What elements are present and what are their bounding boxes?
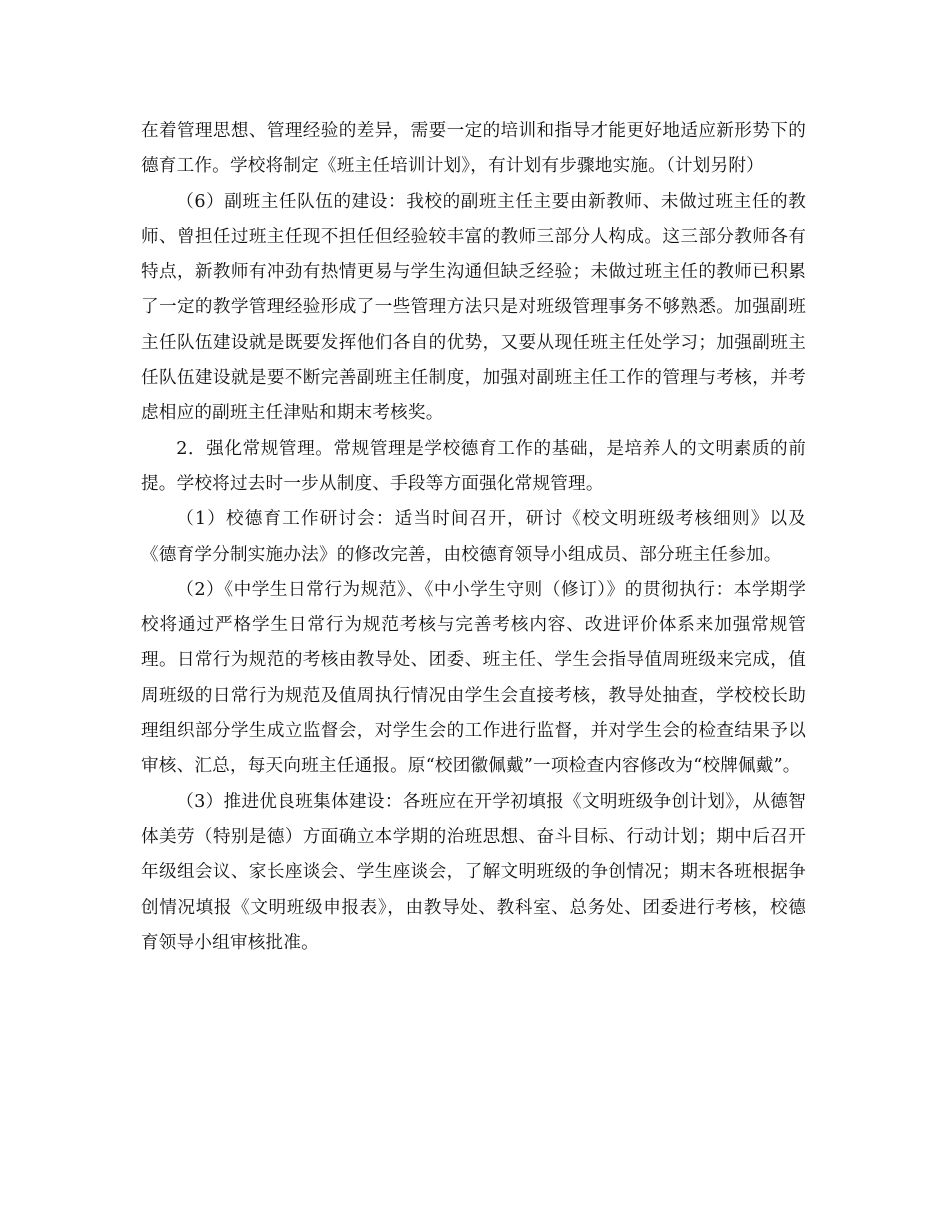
paragraph-5: （2）《中学生日常行为规范》、《中小学生守则（修订）》的贯彻执行：本学期学校将通过严格学生日常行为规范考核与完善考核内容、改进评价体系来加强常规管理。日常行为规范的考核由教导处、团委、班主任、学生会指导值周班级来完成，值周班级的日常行为规范及值周执行情况由学生会直接考核，教导处抽查，学校校长助理组织部分学生成立监督会，对学生会的工作进行监督，并对学生会的检查结果予以审核、汇总，每天向班主任通报。原“校团徽佩戴”一项检查内容修改为“校牌佩戴”。 <box>141 579 806 777</box>
paragraph-4: （1）校德育工作研讨会：适当时间召开，研讨《校文明班级考核细则》以及《德育学分制实施办法》的修改完善，由校德育领导小组成员、部分班主任参加。 <box>141 509 806 565</box>
paragraph-3: 2．强化常规管理。常规管理是学校德育工作的基础，是培养人的文明素质的前提。学校将过去时一步从制度、手段等方面强化常规管理。 <box>141 438 806 494</box>
document-body <box>141 114 806 961</box>
paragraph-1: 在着管理思想、管理经验的差异，需要一定的培训和指导才能更好地适应新形势下的德育工作。学校将制定《班主任培训计划》，有计划有步骤地实施。（计划另附） <box>141 121 806 177</box>
paragraph-6: （3）推进优良班集体建设：各班应在开学初填报《文明班级争创计划》，从德智体美劳（特别是德）方面确立本学期的治班思想、奋斗目标、行动计划；期中后召开年级组会议、家长座谈会、学生座谈会，了解文明班级的争创情况；期末各班根据争创情况填报《文明班级申报表》，由教导处、教科室、总务处、团委进行考核，校德育领导小组审核批准。 <box>141 791 806 953</box>
paragraph-2: （6）副班主任队伍的建设：我校的副班主任主要由新教师、未做过班主任的教师、曾担任过班主任现不担任但经验较丰富的教师三部分人构成。这三部分教师各有特点，新教师有冲劲有热情更易与学生沟通但缺乏经验；未做过班主任的教师已积累了一定的教学管理经验形成了一些管理方法只是对班级管理事务不够熟悉。加强副班主任队伍建设就是既要发挥他们各自的优势，又要从现任班主任处学习；加强副班主任队伍建设就是要不断完善副班主任制度，加强对副班主任工作的管理与考核，并考虑相应的副班主任津贴和期末考核奖。 <box>141 191 806 424</box>
